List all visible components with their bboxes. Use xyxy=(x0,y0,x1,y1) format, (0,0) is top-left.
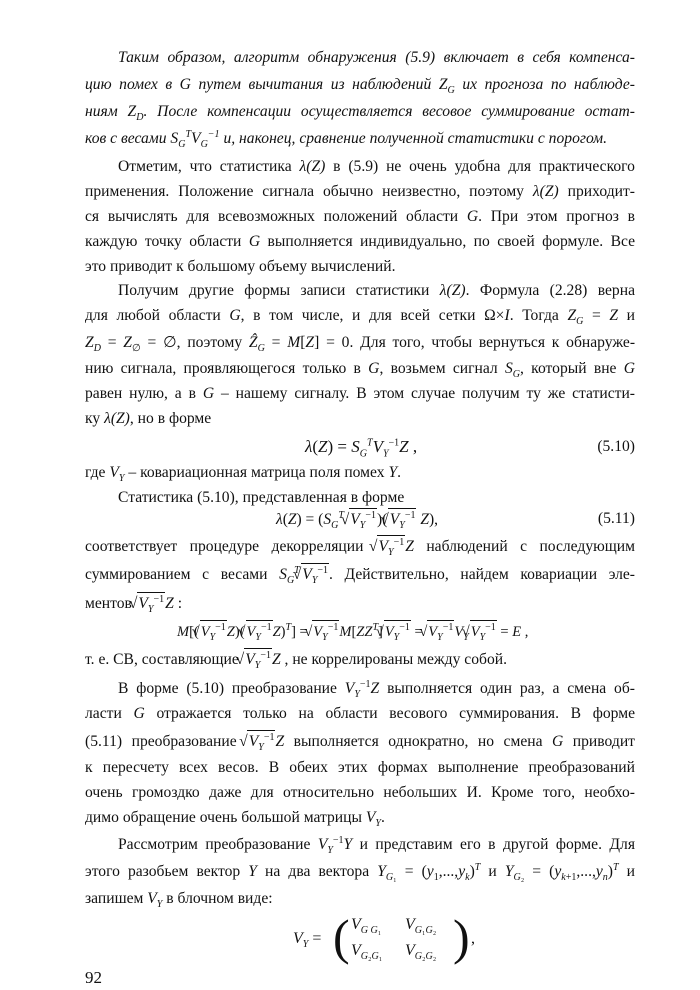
page-number: 92 xyxy=(85,968,102,987)
p2-line-2: применения. Положение сигнала обычно неизвестно, поэтому λ(Z) приходит- xyxy=(85,183,635,200)
equation-5-10: $\lambda(Z) = S_G^TV_Y^{-1}Z$ , xyxy=(305,437,418,460)
p3-line-4: нию сигнала, проявляющегося только в G, возьмем сигнал $S_G$, который вне G xyxy=(85,360,635,381)
p2-line-1: Отметим, что статистика λ(Z) в (5.9) не очень удобна для практического xyxy=(118,158,635,175)
p3-line-5: равен нулю, а в G – нашему сигналу. В этом случае получим ту же статисти- xyxy=(85,385,635,402)
p5-line-1: соответствует процедуре декорреляции √ $V_Y^{-1}Z$ наблюдений с последующим xyxy=(85,535,635,558)
p5-intro: Статистика (5.10), представленная в форме xyxy=(118,489,405,506)
p3-line-1: Получим другие формы записи статистики λ(Z). Формула (2.28) верна xyxy=(118,282,635,299)
p1-line-2: цию помех в G путем вычитания из наблюдений $Z_G$ их прогноза по наблюде- xyxy=(85,76,636,97)
p7-line-6: димо обращение очень большой матрицы $V_Y$. xyxy=(85,809,385,830)
p2-line-5: это приводит к большому объему вычислений. xyxy=(85,258,396,275)
p6-line: т. е. СВ, составляющие √ $V_Y^{-1}Z$ , не коррелированы между собой. xyxy=(85,648,507,671)
p5-line-2: суммированием с весами $S_G^T√$ $V_Y^{-1}$. Действительно, найдем ковариации эле- xyxy=(85,563,635,586)
p7-line-3: (5.11) преобразование √ $V_Y^{-1}Z$ выполняется однократно, но смена G приводит xyxy=(85,730,635,753)
page: Таким образом, алгоритм обнаружения (5.9) включает в себя компенса- цию помех в G путем вычитания из наблюдений $Z_G$ их прогноза по наблюде- ниям $Z_D$. После компенсации осуществляется весовое суммирование остат- ков с весами $S_G^TV_G^{-1}$ и, наконец, сравнение полученной статистики с порогом. Отметим, что статистика λ(Z) в (5.9) не очень удобна для практического применения. Положение сигнала обычно неизвестно, поэтому λ(Z) приходит- ся вычислять для всевозможных положений области G. При этом прогноз в каждую точку области G выполняется индивидуально, по своей формуле. Все это приводит к большому объему вычислений. Получим другие формы записи статистики λ(Z). Формула (2.28) верна для любой области G, в том числе, и для всей сетки Ω×I. Тогда $Z_G = Z$ и $Z_D = Z_\emptyset$ = ∅, поэтому Ẑ$_G$ = M[Z] = 0. Для того, чтобы вернуться к обнаруже- нию сигнала, проявляющегося только в G, возьмем сигнал $S_G$, который вне G равен нулю, а в G – нашему сигналу. В этом случае получим ту же статисти- ку λ(Z), но в форме $\lambda(Z) = S_G^TV_Y^{-1}Z$ , (5.10) где $V_Y$ – ковариационная матрица поля помех Y. Статистика (5.10), представленная в форме $\lambda(Z) = (S_G^T$ √ $V_Y^{-1})(√$ $V_Y^{-1}$ Z), (5.11) соответствует процедуре декорреляции √ $V_Y^{-1}Z$ наблюдений с последующим суммированием с весами $S_G^T√$ $V_Y^{-1}$. Действительно, найдем ковариации эле- ментов √ $V_Y^{-1}Z$ : M[(√ $V_Y^{-1}Z)(√$ $V_Y^{-1}Z)^T$] = √ $V_Y^{-1}M[ZZ^T]√$ $V_Y^{-1}$ = √ $V_Y^{-1}V_Y√$ $V_Y^{-1} = E$ , т. е. СВ, составляющие √ $V_Y^{-1}Z$ , не коррелированы между собой. В форме (5.10) преобразование $V_Y^{-1}Z$ выполняется один раз, а смена об- ласти G отражается только на области весового суммирования. В форме (5.11) преобразование √ $V_Y^{-1}Z$ выполняется однократно, но смена G приводит к пересчету всех весов. В обеих этих формах выполнение преобразований очень громоздко даже для относительно небольших И. Кроме того, необхо- димо обращение очень большой матрицы $V_Y$. Рассмотрим преобразование $V_Y^{-1}Y$ и представим его в другой форме. Для этого разобьем вектор Y на два вектора $Y_{G_1} = (y_1,...,y_k)^T$ и $Y_{G_2} = (y_{k+1},...,y_n)^T$ и запишем $V_Y$ в блочном виде: $V_Y$ = ( $V_{G G_1}$ $V_{G_1G_2}$ $V_{G_2G_1}$ $V_{G_2G_2}$ ) , 92 xyxy=(0,0,700,990)
equation-number-5-11: (5.11) xyxy=(597,510,635,527)
p7-line-5: очень громоздко даже для относительно небольших И. Кроме того, необхо- xyxy=(85,784,635,801)
p1-line-4: ков с весами $S_G^TV_G^{-1}$ и, наконец, сравнение полученной статистики с порогом. xyxy=(85,128,607,151)
p7-line-4: к пересчету всех весов. В обеих этих формах выполнение преобразований xyxy=(85,759,635,776)
equation-5-11: $\lambda(Z) = (S_G^T$ √ $V_Y^{-1})(√$ $V_Y^{-1}$ Z), xyxy=(276,508,438,531)
equation-number-5-10: (5.10) xyxy=(597,438,635,455)
p8-line-1: Рассмотрим преобразование $V_Y^{-1}Y$ и представим его в другой форме. Для xyxy=(118,834,635,857)
p2-line-3: ся вычислять для всевозможных положений области G. При этом прогноз в xyxy=(85,208,635,225)
p7-line-1: В форме (5.10) преобразование $V_Y^{-1}Z$ выполняется один раз, а смена об- xyxy=(118,678,635,701)
p3-line-3: $Z_D = Z_\emptyset$ = ∅, поэтому Ẑ$_G$ = M[Z] = 0. Для того, чтобы вернуться к обнаруже- xyxy=(85,334,636,355)
p7-line-2: ласти G отражается только на области весового суммирования. В форме xyxy=(85,705,635,722)
p3-line-2: для любой области G, в том числе, и для всей сетки Ω×I. Тогда $Z_G = Z$ и xyxy=(85,307,636,328)
p3-line-6: ку λ(Z), но в форме xyxy=(85,410,212,427)
p5-line-3: ментов √ $V_Y^{-1}Z$ : xyxy=(85,592,182,615)
p4-line: где $V_Y$ – ковариационная матрица поля помех Y. xyxy=(85,464,402,485)
p8-line-2: этого разобьем вектор Y на два вектора $Y_{G_1} = (y_1,...,y_k)^T$ и $Y_{G_2} = (y_{k+1},...,y_n)^T$ и xyxy=(85,861,635,884)
p1-line-1: Таким образом, алгоритм обнаружения (5.9) включает в себя компенса- xyxy=(118,49,635,66)
p1-line-3: ниям $Z_D$. После компенсации осуществляется весовое суммирование остат- xyxy=(85,103,635,124)
p8-line-3: запишем $V_Y$ в блочном виде: xyxy=(85,890,273,911)
p2-line-4: каждую точку области G выполняется индивидуально, по своей формуле. Все xyxy=(85,233,636,250)
equation-covariance: M[(√ $V_Y^{-1}Z)(√$ $V_Y^{-1}Z)^T$] = √ $V_Y^{-1}M[ZZ^T]√$ $V_Y^{-1}$ = √ $V_Y^{-1}V_Y√$ $V_Y^{-1} = E$ , xyxy=(177,620,528,643)
